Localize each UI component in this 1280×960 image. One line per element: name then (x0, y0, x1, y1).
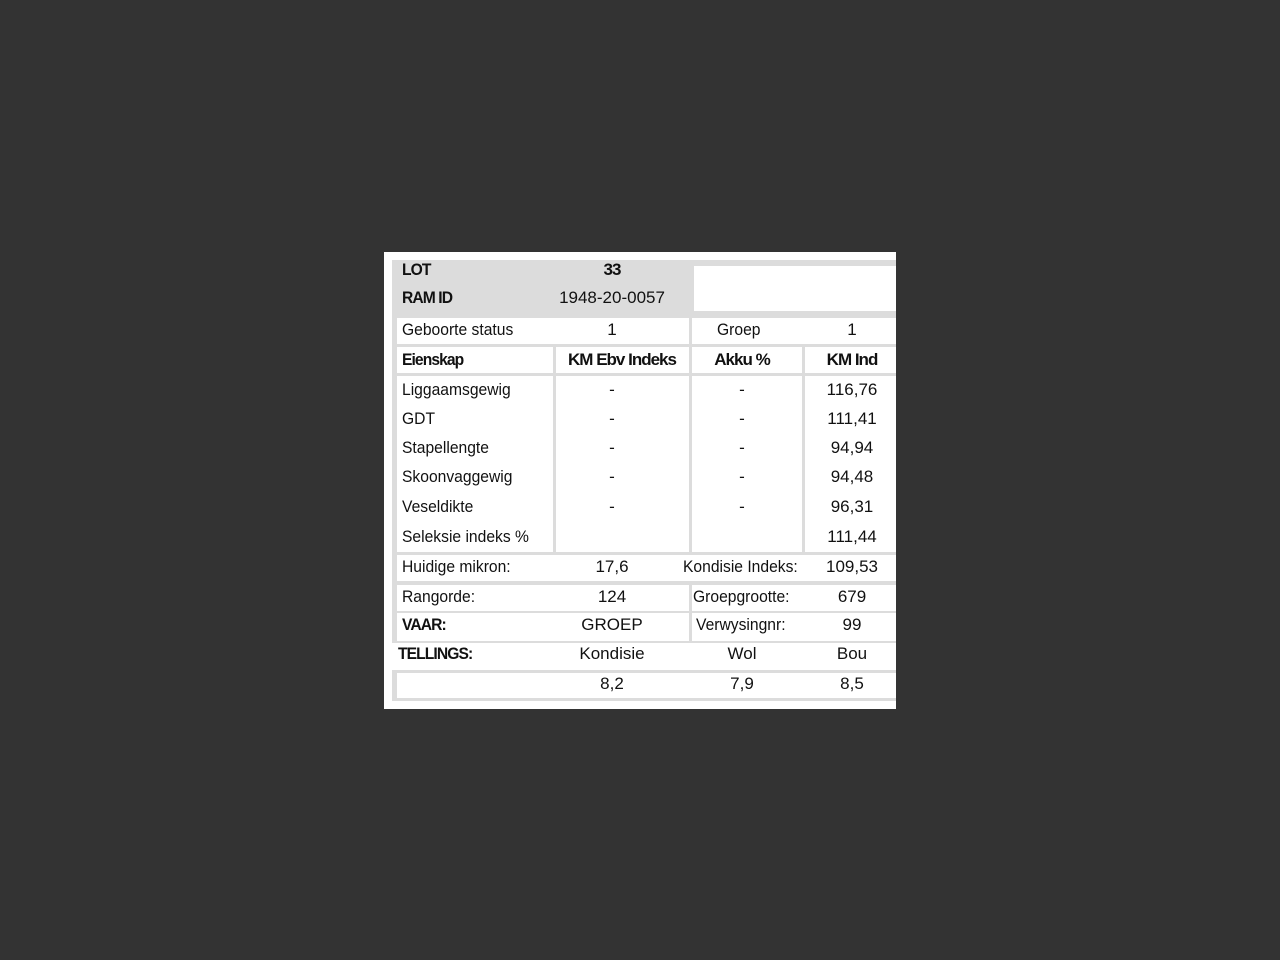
score-header-wool: Wol (727, 644, 757, 663)
trait-kmind: 111,44 (827, 527, 877, 546)
micron-value: 17,6 (595, 557, 629, 576)
ebv-column (556, 376, 689, 552)
birth-status-label: Geboorte status (402, 320, 514, 339)
lot-value: 33 (603, 260, 621, 279)
trait-name: Veseldikte (402, 497, 474, 516)
group-value: 1 (847, 320, 857, 339)
trait-ebv: - (609, 380, 615, 399)
trait-akku: - (739, 438, 745, 457)
trait-name: Seleksie indeks % (402, 527, 529, 546)
score-header-condition: Kondisie (579, 644, 645, 663)
lot-card-body (392, 260, 896, 701)
akku-column (692, 376, 802, 552)
score-value-build: 8,5 (840, 674, 864, 693)
col-label-trait: Eienskap (402, 350, 464, 369)
ranking-label: Rangorde: (402, 587, 476, 606)
trait-akku: - (739, 380, 745, 399)
group-label: Groep (717, 320, 761, 339)
trait-kmind: 94,94 (830, 438, 874, 457)
condition-index-value: 109,53 (826, 557, 878, 576)
micron-label: Huidige mikron: (402, 557, 511, 576)
trait-kmind: 111,41 (827, 409, 877, 428)
ram-id-value: 1948-20-0057 (559, 288, 665, 307)
group-size-label: Groepgrootte: (693, 587, 790, 606)
reference-value: 99 (842, 615, 862, 634)
birth-status-value: 1 (607, 320, 617, 339)
col-label-kmind: KM Ind (826, 350, 878, 369)
trait-name: Liggaamsgewig (402, 380, 511, 399)
trait-akku: - (739, 467, 745, 486)
trait-kmind: 116,76 (826, 380, 878, 399)
header-blank-box (694, 266, 896, 311)
col-label-akku: Akku % (714, 350, 770, 369)
trait-kmind: 94,48 (830, 467, 874, 486)
scores-label: TELLINGS: (398, 644, 473, 663)
ram-id-label: RAM ID (402, 288, 453, 307)
trait-ebv: - (609, 467, 615, 486)
trait-akku: - (739, 497, 745, 516)
trait-column (397, 376, 553, 552)
score-value-wool: 7,9 (730, 674, 754, 693)
trait-ebv: - (609, 438, 615, 457)
trait-ebv: - (609, 409, 615, 428)
score-value-condition: 8,2 (600, 674, 624, 693)
trait-name: GDT (402, 409, 436, 428)
trait-kmind: 96,31 (830, 497, 874, 516)
trait-name: Stapellengte (402, 438, 489, 457)
vaar-value: GROEP (581, 615, 643, 634)
score-header-build: Bou (836, 644, 868, 663)
col-label-ebv: KM Ebv Indeks (568, 350, 676, 369)
ranking-value: 124 (597, 587, 627, 606)
reference-label: Verwysingnr: (696, 615, 786, 634)
vaar-label: VAAR: (402, 615, 446, 634)
group-size-value: 679 (837, 587, 867, 606)
lot-card (384, 252, 896, 709)
trait-akku: - (739, 409, 745, 428)
lot-label: LOT (402, 260, 431, 279)
trait-name: Skoonvaggewig (402, 467, 513, 486)
trait-ebv: - (609, 497, 615, 516)
condition-index-label: Kondisie Indeks: (683, 557, 798, 576)
kmind-column (805, 376, 896, 552)
